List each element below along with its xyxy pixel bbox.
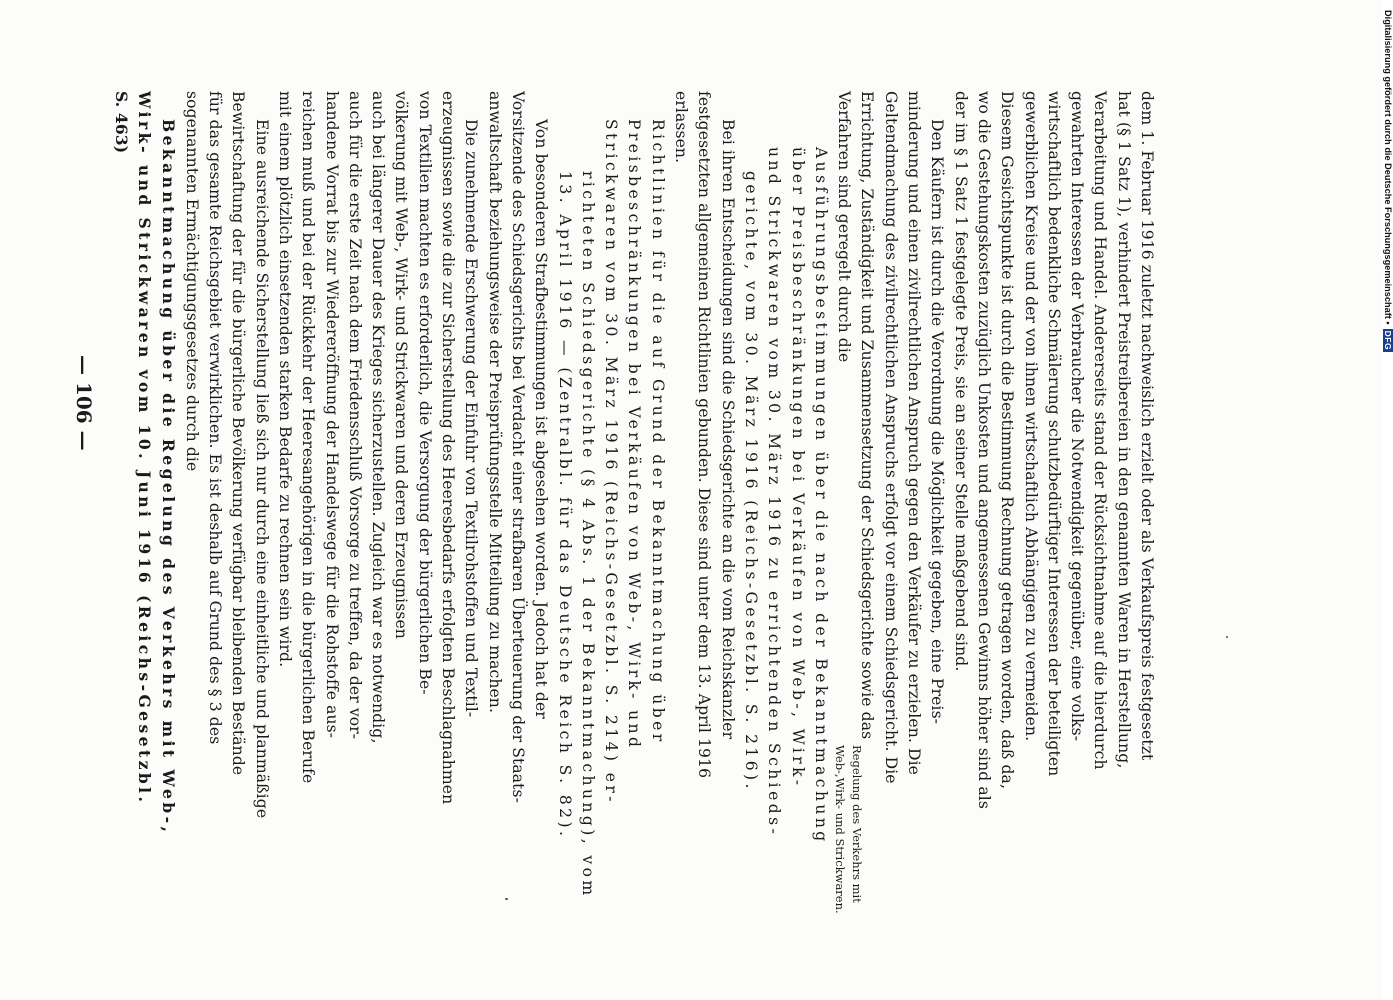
credit-text: Digitalisierung gefördert durch die Deutsche Forschungsgemeinschaft •: [1383, 10, 1393, 325]
text-line: Verfahren sind geregelt durch die: [835, 91, 854, 363]
text-line: Von besonderen Strafbestimmungen ist abgesehen worden. Jedoch hat der: [532, 119, 551, 719]
text-line: gewahrten Interessen der Verbraucher die Notwendigkeit gegenüber, eine volks-: [1068, 91, 1087, 742]
text-line: für das gesamte Reichsgebiet verwirklichen. Es ist deshalb auf Grund des § 3 des: [206, 91, 225, 745]
citation-line: und Strickwaren vom 30. März 1916 zu errichtenden Schieds-: [765, 147, 784, 838]
text-line: erzeugnissen sowie die zur Sicherstellung des Heeresbedarfs erfolgten Beschlagnahmen: [439, 91, 458, 805]
text-line: Vorsitzende des Schiedsgerichts bei Verdacht einer strafbaren Überteuerung der Staats-: [508, 91, 527, 804]
citation-line: gerichte, vom 30. März 1916 (Reichs-Gesetzbl. S. 216).: [741, 171, 760, 792]
citation-line: Bekanntmachung über die Regelung des Verkehrs mit Web-,: [158, 119, 178, 836]
text-line: von Textilien machten es erforderlich, die Versorgung der bürgerlichen Be-: [415, 91, 434, 695]
text-line: auch bei längerer Dauer des Krieges sicherzustellen. Zugleich war es notwendig,: [369, 91, 388, 744]
text-line: minderung und einen zivilrechtlichen Anspruch gegen den Verkäufer zu erzielen. Die: [905, 91, 924, 775]
text-line: sogenannten Ermächtigungsgesetzes durch die: [182, 91, 201, 472]
marginal-note-line: Regelung des Verkehrs mit: [850, 745, 864, 903]
text-line: auch für die erste Zeit nach dem Friedensschluß Vorsorge zu treffen, da der vor-: [345, 91, 364, 740]
text-line: wo die Gestehungskosten zuzüglich Unkosten und angemessenen Gewinns höher sind als: [974, 91, 993, 809]
marginal-note: [831, 745, 865, 914]
citation-line: richteten Schiedsgerichte (§ 4 Abs. 1 der Bekanntmachung), vom: [578, 171, 597, 899]
text-line: dem 1. Februar 1916 zuletzt nachweislich erzielt oder als Verkaufspreis festgesetzt: [1138, 91, 1156, 761]
text-line: mit einem plötzlich einsetzenden starken Bedarfe zu rechnen sein wird.: [276, 91, 295, 668]
citation-line: Richtlinien für die auf Grund der Bekanntmachung über: [648, 119, 667, 745]
citation-line: Ausführungsbestimmungen über die nach der Bekanntmachung: [811, 147, 830, 845]
text-line: Diesem Gesichtspunkte ist durch die Bestimmung Rechnung getragen worden, daß da,: [998, 91, 1017, 789]
dfg-logo: DFG: [1383, 330, 1393, 351]
text-line: gewerblichen Kreise und der von ihnen wirtschaftlich Abhängigen zu vermeiden.: [1021, 91, 1040, 742]
citation-line: S. 463): [111, 91, 131, 154]
marginal-note-line: Web-,Wirk- und Strickwaren.: [833, 745, 847, 914]
text-line: wirtschaftlich bedenkliche Schmälerung schutzbedürftiger Interessen der beteiligten: [1044, 91, 1063, 777]
text-line: Bewirtschaftung der für die bürgerliche Bevölkerung verfügbar bleibenden Bestände: [229, 91, 248, 776]
text-line: Eine ausreichende Sicherstellung ließ sich nur durch eine einheitliche und planmäßige: [252, 119, 271, 819]
text-line: der im § 1 Satz 1 festgelegte Preis, sie an seiner Stelle maßgebend sind.: [951, 91, 970, 672]
text-line: Errichtung, Zuständigkeit und Zusammensetzung der Schiedsgerichte sowie das: [858, 91, 877, 740]
text-line: erlassen.: [672, 91, 691, 164]
citation-line: Strickwaren vom 30. März 1916 (Reichs-Gesetzbl. S. 214) er-: [602, 119, 621, 805]
body-text: [110, 91, 1158, 899]
text-line: festgesetzten allgemeinen Richtlinien gebunden. Diese sind unter dem 13. April 1916: [695, 91, 714, 779]
text-line: handene Vorrat bis zur Wiedereröffnung der Handelswege für die Rohstoffe aus-: [322, 91, 341, 739]
text-line: völkerung mit Web-, Wirk- und Strickwaren und deren Erzeugnissen: [392, 91, 411, 639]
citation-line: Wirk- und Strickwaren vom 10. Juni 1916 (Reichs-Gesetzbl.: [135, 91, 155, 806]
citation-line: über Preisbeschränkungen bei Verkäufen von Web-, Wirk-: [788, 147, 807, 789]
citation-line: 13. April 1916 — (Zentralbl. für das Deutsche Reich S. 82).: [555, 171, 574, 840]
page-number: — 106 —: [72, 355, 96, 451]
text-line: anwaltschaft beziehungsweise der Preisprüfungsstelle Mitteilung zu machen.: [485, 91, 504, 713]
text-line: Geltendmachung des zivilrechtlichen Anspruchs erfolgt vor einem Schiedsgericht. Die: [881, 91, 900, 784]
text-line: reichen muß und bei der Rückkehr der Heeresangehörigen in die bürgerlichen Berufe: [299, 91, 318, 784]
digitization-credit: [1383, 10, 1393, 352]
citation-line: Preisbeschränkungen bei Verkäufen von Web-, Wirk- und: [625, 119, 644, 751]
scan-speck: [505, 898, 508, 900]
scan-speck: [1226, 636, 1228, 638]
text-line: Bei ihren Entscheidungen sind die Schiedsgerichte an die vom Reichskanzler: [718, 119, 737, 740]
text-line: Den Käufern ist durch die Verordnung die Möglichkeit gegeben, eine Preis-: [928, 119, 947, 725]
text-line: hat (§ 1 Satz 1), verhindert Preistreibereien in den genannten Waren in Herstellung,: [1114, 91, 1133, 769]
text-line: Die zunehmende Erschwerung der Einfuhr von Textilrohstoffen und Textil-: [462, 119, 481, 718]
text-line: Verarbeitung und Handel. Andererseits stand der Rücksichtnahme auf die hierdurch: [1091, 91, 1110, 770]
